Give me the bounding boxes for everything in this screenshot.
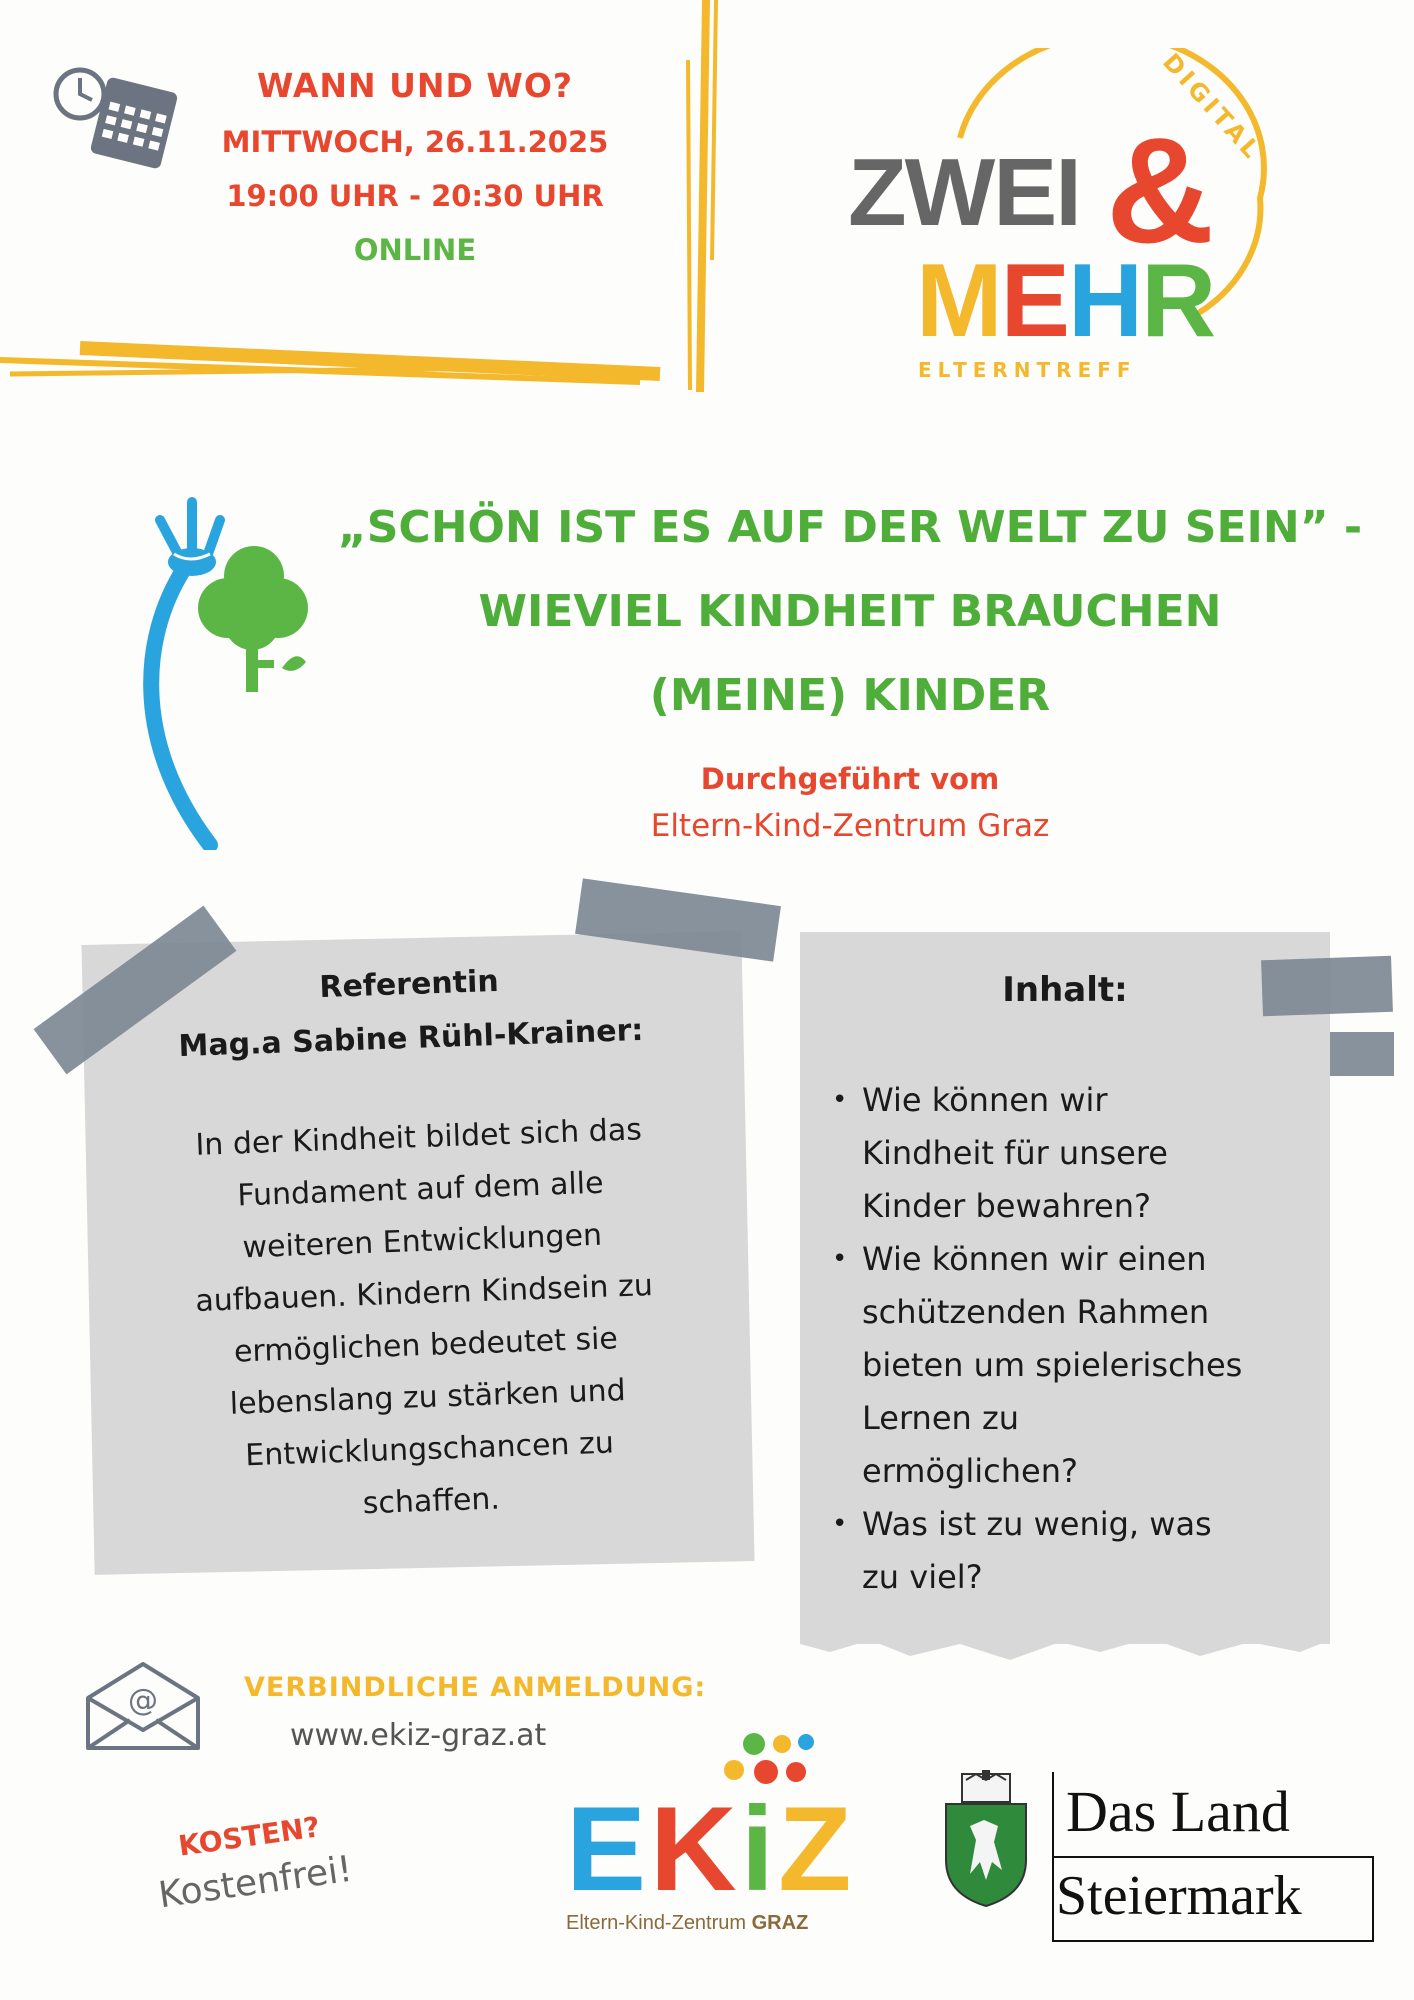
- list-item: • Was ist zu wenig, was zu viel?: [832, 1498, 1320, 1604]
- land-line-2: Steiermark: [1056, 1865, 1302, 1927]
- logo-zwei: ZWEI: [848, 139, 1080, 246]
- torn-paper-edge: [800, 1622, 1330, 1666]
- list-item: • Wie können wir einen schützenden Rahmen bieten um spielerisches Lernen zu ermöglichen?: [832, 1233, 1320, 1498]
- organizer-name: Eltern-Kind-Zentrum Graz: [650, 808, 1050, 844]
- title-line-2: WIEVIEL KINDHEIT BRAUCHEN: [478, 586, 1222, 637]
- land-border-mid: [1052, 1856, 1374, 1858]
- calendar-clock-icon: [50, 64, 180, 170]
- event-time: 19:00 UHR - 20:30 UHR: [226, 179, 604, 213]
- logo-subtitle: ELTERNTREFF: [918, 358, 1137, 382]
- tree-icon: [188, 536, 318, 696]
- logo-mehr: MEHR: [916, 243, 1215, 359]
- speaker-role: Referentin: [318, 963, 500, 1006]
- ekiz-logo: EKiZ: [566, 1782, 856, 1916]
- ekiz-subtitle: Eltern-Kind-Zentrum GRAZ: [566, 1912, 809, 1934]
- email-envelope-icon: [84, 1660, 202, 1752]
- speaker-heading: [128, 948, 691, 1075]
- logo-digital: DIGITAL: [1157, 48, 1268, 167]
- logo-ampersand: &: [1106, 106, 1215, 274]
- land-border-right: [1372, 1856, 1374, 1942]
- event-date: MITTWOCH, 26.11.2025: [221, 125, 609, 159]
- speaker-text: In der Kindheit bildet sich das Fundament auf dem alle weiteren Entwicklungen aufbauen. Kindern Kindsein zu ermöglichen bedeutet sie lebenslang zu stärken und Entwicklungschancen zu schaffen.: [194, 1112, 654, 1522]
- organizer-label: Durchgeführt vom: [700, 762, 1000, 796]
- speaker-name: Mag.a Sabine Rühl-Krainer:: [177, 1012, 644, 1065]
- steiermark-coat-of-arms-icon: [936, 1770, 1036, 1910]
- list-item: • Wie können wir Kindheit für unsere Kinder bewahren?: [832, 1074, 1320, 1233]
- when-heading: WANN UND WO?: [256, 66, 574, 105]
- content-list: [832, 1074, 1320, 1604]
- when-where-block: [180, 66, 650, 267]
- svg-text:@: @: [128, 1683, 158, 1718]
- title-line-3: (MEINE) KINDER: [649, 670, 1051, 721]
- content-heading: Inhalt:: [1002, 970, 1128, 1010]
- title-line-1: „SCHÖN IST ES AUF DER WELT ZU SEIN” -: [337, 502, 1363, 553]
- cost-answer: Kostenfrei!: [156, 1848, 355, 1917]
- cost-question: KOSTEN?: [176, 1810, 322, 1863]
- event-place: ONLINE: [353, 233, 477, 267]
- registration-label: VERBINDLICHE ANMELDUNG:: [244, 1672, 707, 1703]
- tape-strip: [1330, 1032, 1394, 1076]
- registration-link[interactable]: www.ekiz-graz.at: [290, 1718, 547, 1753]
- land-line-1: Das Land: [1066, 1779, 1290, 1844]
- event-title: [330, 486, 1370, 738]
- land-border-bottom: [1052, 1940, 1374, 1942]
